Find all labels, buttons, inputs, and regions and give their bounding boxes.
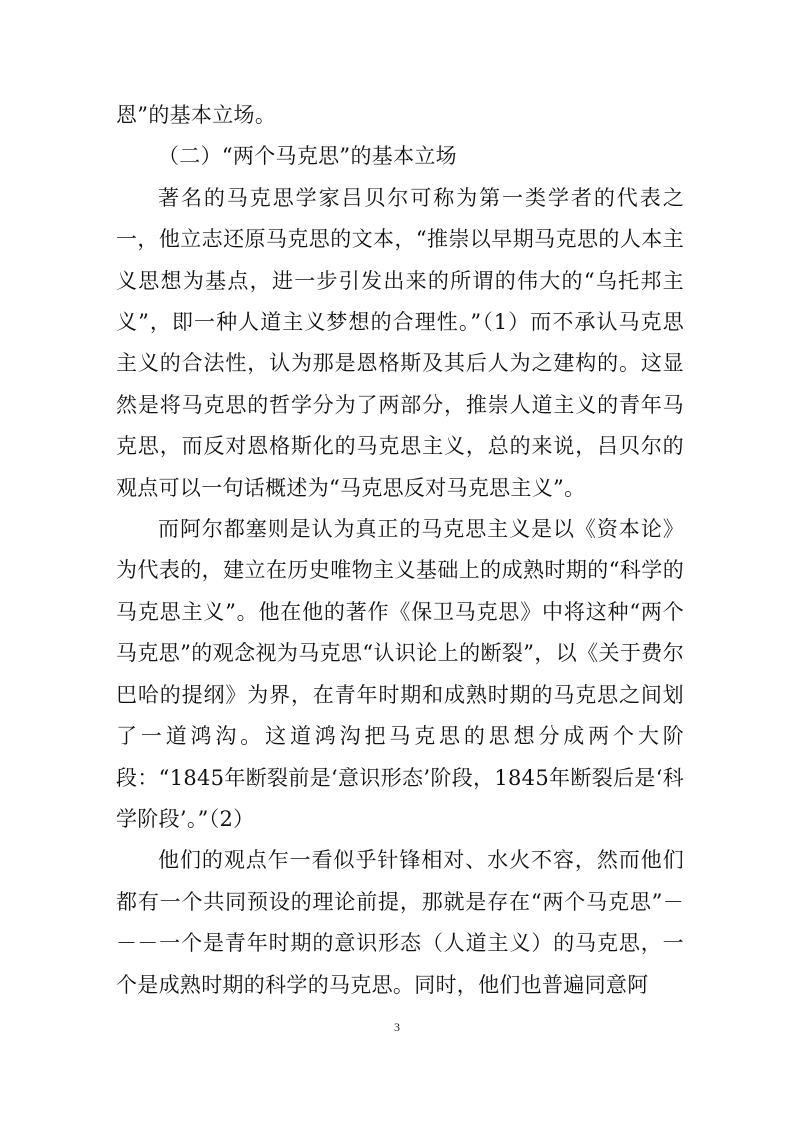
paragraph-althusser: 而阿尔都塞则是认为真正的马克思主义是以《资本论》为代表的，建立在历史唯物主义基础上的成熟时期的“科学的马克思主义”。他在他的著作《保卫马克思》中将这种“两个马克思”的观念视为马克思“认识论上的断裂”，以《关于费尔巴哈的提纲》为界，在青年时期和成熟时期的马克思之间划了一道鸿沟。这道鸿沟把马克思的思想分成两个大阶段：“1845年断裂前是‘意识形态’阶段，1845年断裂后是‘科学阶段’。”（2） xyxy=(116,517,684,831)
paragraph-lubel: 著名的马克思学家吕贝尔可称为第一类学者的代表之一，他立志还原马克思的文本，“推崇以早期马克思的人本主义思想为基点，进一步引发出来的所谓的伟大的“乌托邦主义”，即一种人道主义梦想的合理性。”（1）而不承认马克思主义的合法性，认为那是恩格斯及其后人为之建构的。这显然是将马克思的哲学分为了两部分，推崇人道主义的青年马克思，而反对恩格斯化的马克思主义，总的来说，吕贝尔的观点可以一句话概述为“马克思反对马克思主义”。 xyxy=(116,185,684,500)
body-text xyxy=(116,95,684,1006)
page-number: 3 xyxy=(394,1020,400,1034)
paragraph-common-premise: 他们的观点乍一看似乎针锋相对、水火不容，然而他们都有一个共同预设的理论前提，那就是存在“两个马克思”－－－一个是青年时期的意识形态（人道主义）的马克思，一个是成熟时期的科学的马克思。同时，他们也普遍同意阿 xyxy=(116,848,684,997)
section-heading: （二）“两个马克思”的基本立场 xyxy=(158,144,457,169)
lead-fragment: 恩”的基本立场。 xyxy=(116,103,277,127)
